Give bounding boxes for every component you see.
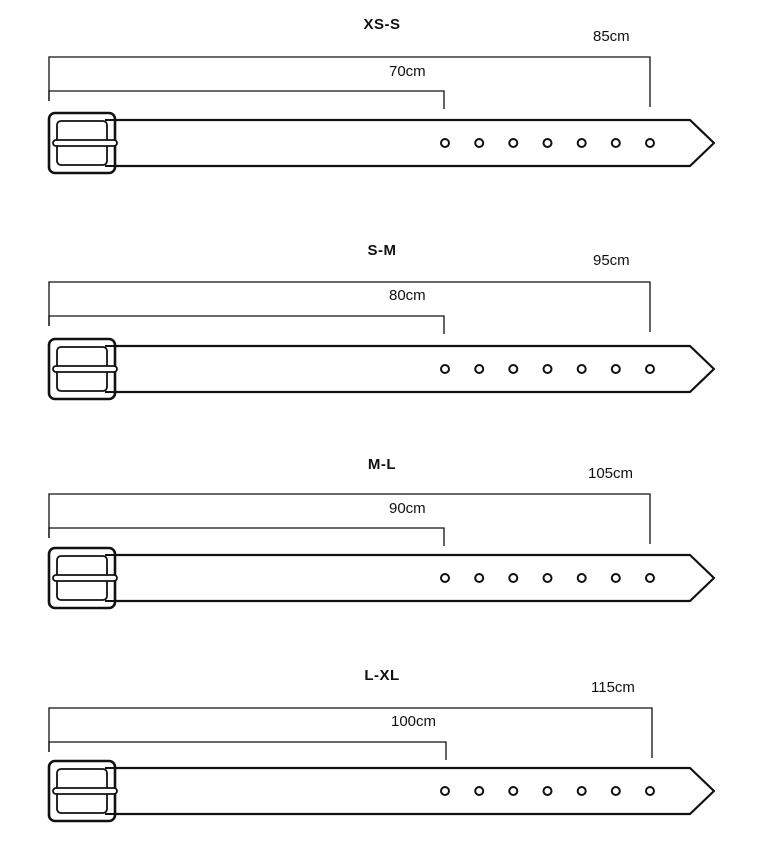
long-length-bracket [49,57,650,107]
belt-hole-icon [646,574,654,582]
belt-strap [116,555,714,601]
belt-hole-icon [509,139,517,147]
belt-hole-icon [612,139,620,147]
belt-hole-icon [646,139,654,147]
belt-hole-icon [441,139,449,147]
size-title: XS-S [363,16,401,33]
long-length-label: 105cm [588,465,634,482]
belt-drawing [0,446,764,646]
belt-hole-icon [509,365,517,373]
belt-hole-icon [646,787,654,795]
long-length-label: 85cm [593,28,630,45]
belt-drawing [0,236,764,436]
short-length-label: 100cm [391,713,437,730]
long-length-label: 95cm [593,252,630,269]
belt-hole-icon [578,365,586,373]
belt-hole-icon [441,574,449,582]
belt-hole-icon [475,787,483,795]
short-length-bracket [49,742,446,760]
belt-drawing [0,660,764,860]
belt-strap [116,768,714,814]
belt-hole-icon [509,787,517,795]
size-title: S-M [367,242,397,259]
belt-hole-icon [475,139,483,147]
long-length-bracket [49,494,650,544]
belt-hole-icon [544,787,552,795]
long-length-label: 115cm [591,679,635,696]
belt-hole-icon [612,365,620,373]
belt-hole-icon [475,365,483,373]
belt-hole-icon [544,139,552,147]
long-length-bracket [49,282,650,332]
belt-hole-icon [441,365,449,373]
short-length-bracket [49,91,444,109]
belt-buckle-icon [49,548,117,608]
size-block-s-m [0,236,764,436]
belt-hole-icon [544,365,552,373]
size-title: L-XL [364,667,400,684]
belt-hole-icon [544,574,552,582]
belt-hole-icon [509,574,517,582]
belt-hole-icon [578,787,586,795]
belt-buckle-icon [49,339,117,399]
belt-drawing [0,10,764,210]
size-title: M-L [367,456,397,473]
belt-hole-icon [578,574,586,582]
short-length-label: 70cm [389,63,426,80]
short-length-bracket [49,316,444,334]
belt-hole-icon [612,787,620,795]
belt-hole-icon [578,139,586,147]
size-block-l-xl [0,660,764,860]
belt-buckle-icon [49,761,117,821]
belt-strap [116,120,714,166]
size-block-xs-s [0,10,764,210]
belt-hole-icon [646,365,654,373]
size-block-m-l [0,446,764,646]
belt-hole-icon [441,787,449,795]
belt-buckle-icon [49,113,117,173]
short-length-bracket [49,528,444,546]
belt-hole-icon [612,574,620,582]
short-length-label: 80cm [389,287,426,304]
belt-hole-icon [475,574,483,582]
short-length-label: 90cm [389,500,426,517]
belt-strap [116,346,714,392]
long-length-bracket [49,708,652,758]
